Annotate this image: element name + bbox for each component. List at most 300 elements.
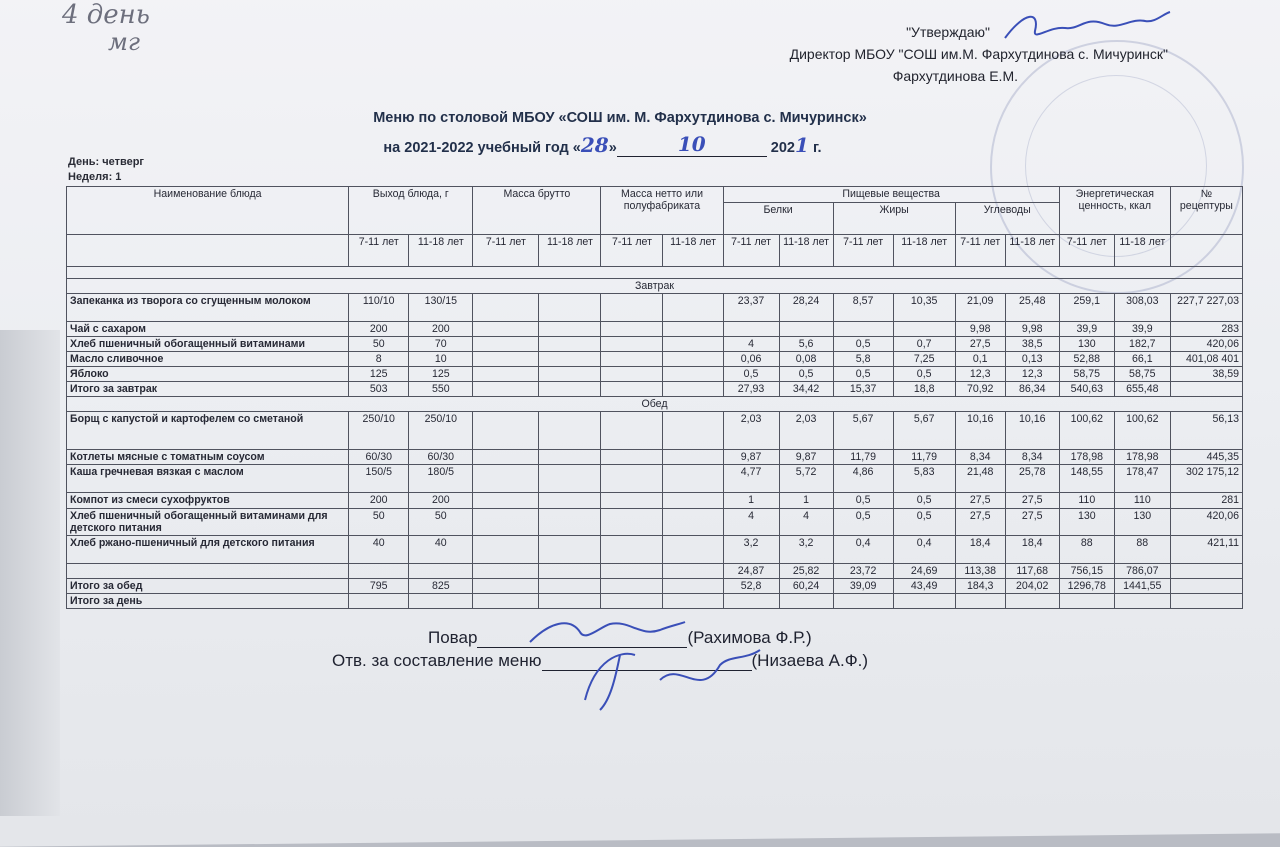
value-cell: 23,37	[723, 294, 779, 322]
value-cell: 40	[409, 536, 473, 564]
recipe-number	[1170, 564, 1242, 579]
value-cell	[601, 382, 663, 397]
value-cell: 9,87	[779, 450, 833, 465]
value-cell: 40	[349, 536, 409, 564]
value-cell	[473, 367, 539, 382]
value-cell: 0,13	[1005, 352, 1059, 367]
value-cell	[473, 294, 539, 322]
spacer-row	[67, 267, 1243, 279]
value-cell: 110	[1114, 493, 1170, 509]
value-cell	[601, 337, 663, 352]
value-cell	[473, 337, 539, 352]
value-cell	[663, 594, 723, 609]
value-cell	[409, 564, 473, 579]
table-row	[67, 564, 1243, 579]
value-cell: 5,6	[779, 337, 833, 352]
value-cell	[539, 294, 601, 322]
table-row	[67, 412, 1243, 450]
value-cell: 39,9	[1059, 322, 1114, 337]
value-cell: 0,06	[723, 352, 779, 367]
value-cell	[663, 450, 723, 465]
menu-title: Меню по столовой МБОУ «СОШ им. М. Фархутдинова с. Мичуринск»	[373, 110, 867, 126]
table-row	[67, 465, 1243, 493]
value-cell: 250/10	[349, 412, 409, 450]
value-cell: 18,4	[955, 536, 1005, 564]
value-cell: 200	[349, 493, 409, 509]
value-cell: 117,68	[1005, 564, 1059, 579]
value-cell	[663, 579, 723, 594]
value-cell: 130	[1114, 509, 1170, 536]
value-cell: 23,72	[833, 564, 893, 579]
value-cell: 7,25	[893, 352, 955, 367]
value-cell: 11,79	[893, 450, 955, 465]
value-cell	[601, 322, 663, 337]
value-cell	[601, 412, 663, 450]
value-cell: 25,82	[779, 564, 833, 579]
value-cell: 795	[349, 579, 409, 594]
director-title: Директор МБОУ "СОШ им.М. Фархутдинова с. Мичуринск"	[789, 46, 1168, 62]
value-cell	[539, 450, 601, 465]
value-cell: 60,24	[779, 579, 833, 594]
recipe-number: 283	[1170, 322, 1242, 337]
value-cell	[663, 367, 723, 382]
value-cell: 8,34	[1005, 450, 1059, 465]
value-cell: 9,87	[723, 450, 779, 465]
value-cell	[473, 465, 539, 493]
value-cell	[539, 337, 601, 352]
value-cell: 540,63	[1059, 382, 1114, 397]
value-cell: 9,98	[955, 322, 1005, 337]
page-edge-shadow	[0, 330, 60, 816]
value-cell: 8,57	[833, 294, 893, 322]
value-cell	[723, 322, 779, 337]
value-cell	[601, 564, 663, 579]
age-7-11: 7-11 лет	[723, 235, 779, 267]
approve-label: "Утверждаю"	[906, 24, 990, 40]
value-cell	[601, 465, 663, 493]
value-cell: 27,5	[955, 509, 1005, 536]
value-cell: 50	[349, 509, 409, 536]
value-cell: 125	[349, 367, 409, 382]
value-cell: 27,93	[723, 382, 779, 397]
header-recipe: № рецептуры	[1170, 187, 1242, 235]
value-cell: 18,8	[893, 382, 955, 397]
value-cell: 204,02	[1005, 579, 1059, 594]
dish-name: Хлеб пшеничный обогащенный витаминами	[67, 337, 349, 352]
value-cell: 150/5	[349, 465, 409, 493]
value-cell: 27,5	[1005, 509, 1059, 536]
value-cell: 1441,55	[1114, 579, 1170, 594]
value-cell	[601, 536, 663, 564]
value-cell: 1296,78	[1059, 579, 1114, 594]
value-cell: 50	[409, 509, 473, 536]
value-cell: 259,1	[1059, 294, 1114, 322]
dish-name: Запеканка из творога со сгущенным молоком	[67, 294, 349, 322]
value-cell	[601, 509, 663, 536]
value-cell: 2,03	[779, 412, 833, 450]
age-header-empty	[1170, 235, 1242, 267]
value-cell: 58,75	[1114, 367, 1170, 382]
dish-name: Хлеб пшеничный обогащенный витаминами для детского питания	[67, 509, 349, 536]
value-cell	[955, 594, 1005, 609]
value-cell	[539, 367, 601, 382]
value-cell: 125	[409, 367, 473, 382]
value-cell: 39,9	[1114, 322, 1170, 337]
value-cell: 8	[349, 352, 409, 367]
value-cell	[473, 352, 539, 367]
value-cell	[473, 536, 539, 564]
value-cell: 25,78	[1005, 465, 1059, 493]
value-cell: 5,67	[893, 412, 955, 450]
value-cell: 28,24	[779, 294, 833, 322]
handwritten-note-line2: мг	[108, 28, 141, 56]
value-cell: 70,92	[955, 382, 1005, 397]
recipe-number: 56,13	[1170, 412, 1242, 450]
value-cell: 3,2	[779, 536, 833, 564]
value-cell: 70	[409, 337, 473, 352]
value-cell	[893, 594, 955, 609]
value-cell: 4,86	[833, 465, 893, 493]
table-row	[67, 367, 1243, 382]
header-net: Масса нетто или полуфабриката	[601, 187, 723, 235]
value-cell: 0,4	[833, 536, 893, 564]
dish-name: Итого за обед	[67, 579, 349, 594]
value-cell: 178,98	[1114, 450, 1170, 465]
dish-name: Хлеб ржано-пшеничный для детского питания	[67, 536, 349, 564]
recipe-number: 401,08 401	[1170, 352, 1242, 367]
value-cell	[1114, 594, 1170, 609]
age-11-18: 11-18 лет	[1005, 235, 1059, 267]
value-cell: 38,5	[1005, 337, 1059, 352]
value-cell: 5,8	[833, 352, 893, 367]
value-cell: 0,5	[833, 493, 893, 509]
value-cell: 1	[723, 493, 779, 509]
value-cell	[539, 509, 601, 536]
subtitle-prefix: на 2021-2022 учебный год «	[383, 140, 581, 156]
value-cell: 27,5	[955, 337, 1005, 352]
value-cell: 100,62	[1059, 412, 1114, 450]
value-cell: 10,16	[955, 412, 1005, 450]
value-cell	[663, 509, 723, 536]
value-cell: 34,42	[779, 382, 833, 397]
value-cell	[473, 564, 539, 579]
day-of-week: День: четверг	[68, 156, 144, 168]
handwritten-month: 10	[677, 132, 706, 156]
responsible-label: Отв. за составление меню	[332, 651, 542, 670]
header-carbs: Углеводы	[955, 203, 1059, 235]
value-cell: 10,35	[893, 294, 955, 322]
subtitle-mid: »	[608, 140, 617, 156]
subtitle-end: г.	[808, 140, 822, 156]
table-row	[67, 337, 1243, 352]
value-cell: 3,2	[723, 536, 779, 564]
value-cell	[349, 594, 409, 609]
value-cell: 756,15	[1059, 564, 1114, 579]
recipe-number: 445,35	[1170, 450, 1242, 465]
section-title: Завтрак	[67, 279, 1243, 294]
value-cell: 12,3	[1005, 367, 1059, 382]
header-nutrients: Пищевые вещества	[723, 187, 1059, 203]
recipe-number	[1170, 382, 1242, 397]
value-cell	[539, 594, 601, 609]
value-cell: 130	[1059, 509, 1114, 536]
value-cell: 184,3	[955, 579, 1005, 594]
recipe-number: 227,7 227,03	[1170, 294, 1242, 322]
value-cell: 110	[1059, 493, 1114, 509]
value-cell	[539, 493, 601, 509]
age-11-18: 11-18 лет	[409, 235, 473, 267]
value-cell: 21,09	[955, 294, 1005, 322]
value-cell: 4	[723, 509, 779, 536]
dish-name: Борщ с капустой и картофелем со сметаной	[67, 412, 349, 450]
header-proteins: Белки	[723, 203, 833, 235]
value-cell: 550	[409, 382, 473, 397]
value-cell	[663, 493, 723, 509]
value-cell: 4,77	[723, 465, 779, 493]
value-cell	[893, 322, 955, 337]
age-11-18: 11-18 лет	[1114, 235, 1170, 267]
value-cell: 1	[779, 493, 833, 509]
recipe-number: 302 175,12	[1170, 465, 1242, 493]
handwritten-day: 28	[580, 133, 609, 157]
value-cell	[601, 579, 663, 594]
value-cell: 655,48	[1114, 382, 1170, 397]
value-cell: 0,5	[833, 509, 893, 536]
value-cell: 786,07	[1114, 564, 1170, 579]
value-cell	[663, 322, 723, 337]
recipe-number: 420,06	[1170, 337, 1242, 352]
value-cell	[1059, 594, 1114, 609]
dish-name: Итого за день	[67, 594, 349, 609]
handwritten-note-line1: 4 день	[62, 0, 150, 30]
header-gross: Масса брутто	[473, 187, 601, 235]
value-cell: 9,98	[1005, 322, 1059, 337]
dish-name: Чай с сахаром	[67, 322, 349, 337]
value-cell: 58,75	[1059, 367, 1114, 382]
value-cell	[473, 450, 539, 465]
value-cell	[473, 412, 539, 450]
value-cell: 27,5	[955, 493, 1005, 509]
value-cell: 5,72	[779, 465, 833, 493]
value-cell: 11,79	[833, 450, 893, 465]
age-7-11: 7-11 лет	[601, 235, 663, 267]
value-cell: 50	[349, 337, 409, 352]
value-cell: 0,5	[833, 337, 893, 352]
dish-name: Компот из смеси сухофруктов	[67, 493, 349, 509]
section-header-row	[67, 397, 1243, 412]
value-cell	[473, 594, 539, 609]
value-cell: 250/10	[409, 412, 473, 450]
age-7-11: 7-11 лет	[833, 235, 893, 267]
value-cell: 39,09	[833, 579, 893, 594]
dish-name: Масло сливочное	[67, 352, 349, 367]
age-header-row	[67, 235, 1243, 267]
value-cell: 5,83	[893, 465, 955, 493]
dish-name: Котлеты мясные с томатным соусом	[67, 450, 349, 465]
value-cell	[723, 594, 779, 609]
value-cell: 4	[723, 337, 779, 352]
value-cell	[779, 322, 833, 337]
value-cell: 130/15	[409, 294, 473, 322]
value-cell: 88	[1059, 536, 1114, 564]
age-11-18: 11-18 лет	[893, 235, 955, 267]
table-row	[67, 493, 1243, 509]
value-cell: 308,03	[1114, 294, 1170, 322]
value-cell	[663, 382, 723, 397]
value-cell: 10	[409, 352, 473, 367]
value-cell: 503	[349, 382, 409, 397]
responsible-signature	[570, 640, 770, 715]
value-cell	[539, 536, 601, 564]
value-cell: 60/30	[409, 450, 473, 465]
age-7-11: 7-11 лет	[1059, 235, 1114, 267]
section-title: Обед	[67, 397, 1243, 412]
value-cell: 12,3	[955, 367, 1005, 382]
value-cell: 200	[349, 322, 409, 337]
value-cell	[663, 564, 723, 579]
recipe-number: 420,06	[1170, 509, 1242, 536]
header-output: Выход блюда, г	[349, 187, 473, 235]
header-fats: Жиры	[833, 203, 955, 235]
value-cell	[539, 579, 601, 594]
value-cell	[663, 294, 723, 322]
value-cell: 200	[409, 493, 473, 509]
value-cell: 18,4	[1005, 536, 1059, 564]
value-cell	[663, 352, 723, 367]
age-11-18: 11-18 лет	[539, 235, 601, 267]
value-cell: 2,03	[723, 412, 779, 450]
value-cell	[833, 594, 893, 609]
value-cell: 0,5	[723, 367, 779, 382]
section-header-row	[67, 279, 1243, 294]
value-cell: 0,5	[779, 367, 833, 382]
recipe-number	[1170, 579, 1242, 594]
header-energy: Энергетическая ценность, ккал	[1059, 187, 1170, 235]
recipe-number: 38,59	[1170, 367, 1242, 382]
recipe-number	[1170, 594, 1242, 609]
value-cell: 0,08	[779, 352, 833, 367]
value-cell	[601, 450, 663, 465]
value-cell: 60/30	[349, 450, 409, 465]
spacer-cell	[67, 267, 1243, 279]
value-cell	[663, 465, 723, 493]
recipe-number: 421,11	[1170, 536, 1242, 564]
value-cell	[833, 322, 893, 337]
dish-name: Каша гречневая вязкая с маслом	[67, 465, 349, 493]
value-cell	[663, 412, 723, 450]
table-row	[67, 450, 1243, 465]
handwritten-year: 1	[795, 133, 809, 157]
dish-name: Итого за завтрак	[67, 382, 349, 397]
director-signature	[995, 6, 1175, 51]
value-cell: 24,87	[723, 564, 779, 579]
value-cell	[663, 536, 723, 564]
value-cell: 0,5	[893, 493, 955, 509]
value-cell	[539, 465, 601, 493]
value-cell: 24,69	[893, 564, 955, 579]
value-cell: 25,48	[1005, 294, 1059, 322]
value-cell: 52,8	[723, 579, 779, 594]
value-cell: 27,5	[1005, 493, 1059, 509]
value-cell: 0,5	[893, 367, 955, 382]
value-cell	[601, 352, 663, 367]
menu-table	[66, 186, 1243, 609]
value-cell	[779, 594, 833, 609]
table-row	[67, 509, 1243, 536]
value-cell: 15,37	[833, 382, 893, 397]
dish-name	[67, 564, 349, 579]
table-row	[67, 536, 1243, 564]
value-cell: 0,1	[955, 352, 1005, 367]
age-11-18: 11-18 лет	[779, 235, 833, 267]
value-cell: 0,4	[893, 536, 955, 564]
value-cell: 0,5	[833, 367, 893, 382]
age-7-11: 7-11 лет	[473, 235, 539, 267]
value-cell	[539, 382, 601, 397]
cook-name: (Рахимова Ф.Р.)	[687, 628, 812, 647]
director-name: Фархутдинова Е.М.	[892, 68, 1018, 84]
value-cell	[349, 564, 409, 579]
value-cell: 43,49	[893, 579, 955, 594]
value-cell: 88	[1114, 536, 1170, 564]
age-header-empty	[67, 235, 349, 267]
recipe-number: 281	[1170, 493, 1242, 509]
value-cell: 86,34	[1005, 382, 1059, 397]
week-number: Неделя: 1	[68, 171, 122, 183]
table-row	[67, 322, 1243, 337]
value-cell: 148,55	[1059, 465, 1114, 493]
age-7-11: 7-11 лет	[349, 235, 409, 267]
value-cell: 0,7	[893, 337, 955, 352]
value-cell	[473, 382, 539, 397]
age-11-18: 11-18 лет	[663, 235, 723, 267]
menu-subtitle	[0, 132, 1205, 157]
table-row	[67, 352, 1243, 367]
value-cell: 8,34	[955, 450, 1005, 465]
value-cell: 178,98	[1059, 450, 1114, 465]
value-cell	[473, 579, 539, 594]
value-cell: 200	[409, 322, 473, 337]
value-cell: 21,48	[955, 465, 1005, 493]
dish-name: Яблоко	[67, 367, 349, 382]
value-cell: 825	[409, 579, 473, 594]
value-cell	[409, 594, 473, 609]
value-cell: 113,38	[955, 564, 1005, 579]
year-prefix: 202	[770, 140, 795, 156]
value-cell	[601, 493, 663, 509]
value-cell: 180/5	[409, 465, 473, 493]
header-dish: Наименование блюда	[67, 187, 349, 235]
value-cell: 10,16	[1005, 412, 1059, 450]
table-row	[67, 579, 1243, 594]
value-cell	[601, 594, 663, 609]
value-cell: 5,67	[833, 412, 893, 450]
value-cell	[473, 493, 539, 509]
responsible-name: (Низаева А.Ф.)	[751, 651, 869, 670]
table-row	[67, 594, 1243, 609]
value-cell: 52,88	[1059, 352, 1114, 367]
value-cell: 100,62	[1114, 412, 1170, 450]
menu-table-body	[67, 279, 1243, 609]
value-cell	[539, 352, 601, 367]
value-cell: 182,7	[1114, 337, 1170, 352]
month-blank	[617, 132, 767, 157]
age-7-11: 7-11 лет	[955, 235, 1005, 267]
value-cell	[539, 564, 601, 579]
value-cell: 110/10	[349, 294, 409, 322]
value-cell: 66,1	[1114, 352, 1170, 367]
value-cell	[601, 294, 663, 322]
